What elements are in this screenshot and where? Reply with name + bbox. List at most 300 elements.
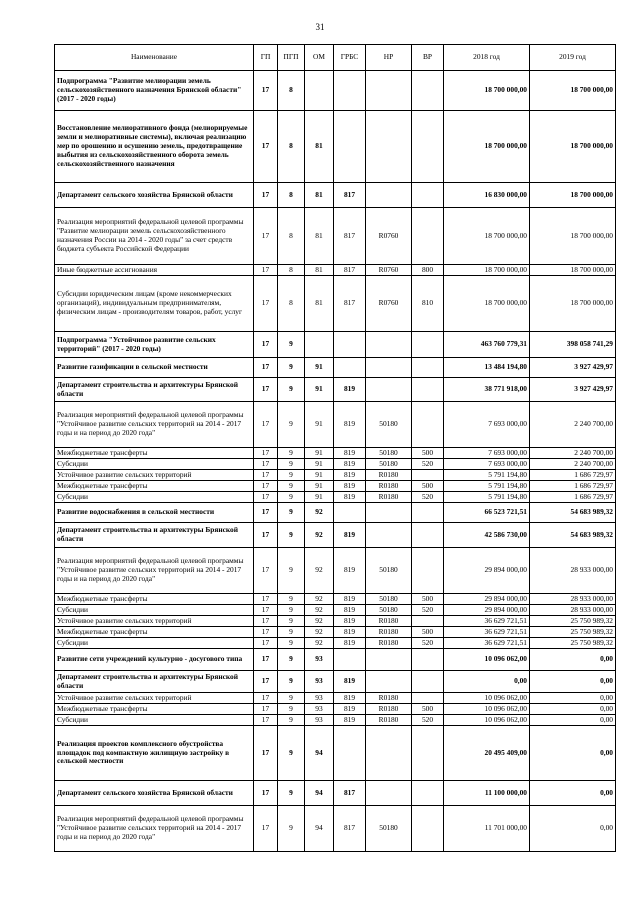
cell-pgp: 9 [278,781,305,806]
cell-2019: 1 686 729,97 [530,470,616,481]
cell-2018: 18 700 000,00 [444,71,530,111]
cell-2019: 0,00 [530,806,616,852]
header-2018: 2018 год [444,45,530,71]
cell-pgp: 9 [278,638,305,649]
cell-om: 92 [305,503,334,523]
cell-grbs: 819 [334,402,366,448]
cell-2019: 54 683 989,32 [530,523,616,548]
cell-vr [412,806,444,852]
cell-vr [412,548,444,594]
header-pgp: ПГП [278,45,305,71]
cell-pgp: 9 [278,523,305,548]
cell-2018: 36 629 721,51 [444,616,530,627]
cell-2019: 0,00 [530,781,616,806]
cell-grbs: 819 [334,693,366,704]
cell-om: 92 [305,605,334,616]
cell-name: Восстановление мелиоративного фонда (мелиорируемые земли и мелиоративные системы), включая реализацию мер по орошению и осушению земель, предотвращение выбытия из сельскохозяйственного оборота земель сельскохозяйственного назначения [55,111,254,183]
cell-grbs: 819 [334,481,366,492]
cell-name: Развитие газификации в сельской местности [55,358,254,378]
table-row [55,616,616,627]
cell-grbs: 817 [334,781,366,806]
cell-vr: 520 [412,715,444,726]
cell-gp: 17 [254,605,278,616]
cell-name: Реализация мероприятий федеральной целевой программы "Устойчивое развитие сельских территорий на 2014 - 2017 годы и на период до 2020 года" [55,402,254,448]
cell-gp: 17 [254,481,278,492]
cell-gp: 17 [254,459,278,470]
cell-om: 91 [305,470,334,481]
table-row [55,183,616,208]
cell-om: 94 [305,806,334,852]
cell-2019: 25 750 989,32 [530,638,616,649]
table-row [55,548,616,594]
cell-om: 93 [305,715,334,726]
cell-gp: 17 [254,638,278,649]
cell-2019: 2 240 700,00 [530,448,616,459]
cell-vr: 520 [412,459,444,470]
cell-nr: 50180 [366,402,412,448]
cell-om [305,332,334,358]
cell-om: 91 [305,402,334,448]
cell-grbs: 819 [334,627,366,638]
table-row [55,358,616,378]
cell-nr [366,649,412,671]
cell-2018: 20 495 409,00 [444,726,530,781]
cell-2018: 11 100 000,00 [444,781,530,806]
cell-om: 81 [305,276,334,332]
table-body [55,71,616,852]
cell-2018: 29 894 000,00 [444,605,530,616]
cell-om: 91 [305,448,334,459]
table-row [55,402,616,448]
cell-pgp: 9 [278,704,305,715]
cell-nr [366,726,412,781]
cell-name: Субсидии юридическим лицам (кроме некоммерческих организаций), индивидуальным предпринимателям, физическим лицам - производителям товаров, работ, услуг [55,276,254,332]
cell-name: Субсидии [55,605,254,616]
cell-2018: 13 484 194,80 [444,358,530,378]
cell-nr: 50180 [366,459,412,470]
cell-vr: 500 [412,481,444,492]
cell-nr: R0180 [366,470,412,481]
table-row [55,481,616,492]
cell-pgp: 9 [278,402,305,448]
cell-grbs [334,503,366,523]
cell-vr [412,523,444,548]
cell-name: Субсидии [55,459,254,470]
cell-2019: 18 700 000,00 [530,276,616,332]
cell-pgp: 9 [278,448,305,459]
cell-pgp: 9 [278,605,305,616]
cell-pgp: 8 [278,71,305,111]
cell-nr: 50180 [366,605,412,616]
table-row [55,704,616,715]
cell-pgp: 8 [278,265,305,276]
cell-nr [366,378,412,402]
cell-om: 91 [305,459,334,470]
cell-2019: 398 058 741,29 [530,332,616,358]
cell-name: Реализация проектов комплексного обустройства площадок под компактную жилищную застройку в сельской местности [55,726,254,781]
cell-2018: 18 700 000,00 [444,276,530,332]
cell-grbs [334,726,366,781]
cell-grbs: 819 [334,378,366,402]
cell-pgp: 9 [278,649,305,671]
cell-name: Субсидии [55,492,254,503]
cell-grbs: 819 [334,548,366,594]
cell-grbs: 819 [334,671,366,693]
cell-2018: 7 693 000,00 [444,448,530,459]
cell-om: 93 [305,693,334,704]
cell-grbs [334,649,366,671]
cell-2018: 16 830 000,00 [444,183,530,208]
cell-2018: 36 629 721,51 [444,638,530,649]
table-row [55,605,616,616]
cell-gp: 17 [254,649,278,671]
cell-grbs: 819 [334,492,366,503]
cell-name: Субсидии [55,638,254,649]
cell-gp: 17 [254,704,278,715]
cell-name: Развитие сети учреждений культурно - досугового типа [55,649,254,671]
cell-pgp: 9 [278,548,305,594]
cell-gp: 17 [254,208,278,265]
cell-name: Межбюджетные трансферты [55,627,254,638]
cell-nr: R0180 [366,693,412,704]
cell-2018: 66 523 721,51 [444,503,530,523]
cell-name: Межбюджетные трансферты [55,481,254,492]
cell-2018: 7 693 000,00 [444,402,530,448]
cell-name: Устойчивое развитие сельских территорий [55,616,254,627]
cell-gp: 17 [254,183,278,208]
cell-grbs [334,71,366,111]
cell-2018: 5 791 194,80 [444,492,530,503]
cell-om: 81 [305,111,334,183]
cell-2019: 0,00 [530,726,616,781]
cell-grbs: 819 [334,523,366,548]
table-row [55,781,616,806]
cell-vr [412,111,444,183]
cell-nr: R0760 [366,276,412,332]
cell-vr [412,71,444,111]
cell-name: Реализация мероприятий федеральной целевой программы "Развитие мелиорации земель сельскохозяйственного назначения России на 2014 - 2020 годы" за счет средств бюджета субъекта Российской Федерации [55,208,254,265]
cell-vr [412,616,444,627]
cell-gp: 17 [254,265,278,276]
cell-om: 91 [305,492,334,503]
cell-grbs: 817 [334,276,366,332]
cell-nr: 50180 [366,594,412,605]
table-row [55,627,616,638]
cell-2019: 1 686 729,97 [530,481,616,492]
cell-pgp: 9 [278,503,305,523]
cell-vr: 800 [412,265,444,276]
cell-2018: 10 096 062,00 [444,649,530,671]
cell-pgp: 9 [278,492,305,503]
cell-pgp: 8 [278,111,305,183]
cell-grbs [334,111,366,183]
cell-om: 81 [305,208,334,265]
table-row [55,492,616,503]
cell-2019: 0,00 [530,715,616,726]
page-number: 31 [315,22,325,32]
cell-2018: 18 700 000,00 [444,208,530,265]
cell-grbs: 817 [334,806,366,852]
cell-gp: 17 [254,402,278,448]
cell-2018: 463 760 779,31 [444,332,530,358]
header-om: ОМ [305,45,334,71]
cell-nr [366,183,412,208]
cell-gp: 17 [254,548,278,594]
cell-nr: R0180 [366,492,412,503]
cell-vr: 500 [412,704,444,715]
cell-grbs: 819 [334,616,366,627]
cell-nr [366,111,412,183]
cell-om: 93 [305,649,334,671]
cell-name: Устойчивое развитие сельских территорий [55,693,254,704]
cell-2018: 5 791 194,80 [444,481,530,492]
cell-om [305,71,334,111]
cell-name: Департамент сельского хозяйства Брянской области [55,183,254,208]
cell-vr [412,208,444,265]
header-vr: ВР [412,45,444,71]
cell-2018: 29 894 000,00 [444,594,530,605]
cell-2019: 25 750 989,32 [530,616,616,627]
table-row [55,649,616,671]
cell-pgp: 9 [278,627,305,638]
cell-pgp: 9 [278,806,305,852]
cell-nr: R0180 [366,627,412,638]
cell-pgp: 8 [278,276,305,332]
cell-2019: 2 240 700,00 [530,402,616,448]
cell-name: Подпрограмма "Устойчивое развитие сельских территорий" (2017 - 2020 годы) [55,332,254,358]
cell-2019: 2 240 700,00 [530,459,616,470]
table-row [55,594,616,605]
cell-gp: 17 [254,693,278,704]
budget-table [54,44,616,852]
cell-nr [366,358,412,378]
cell-2018: 10 096 062,00 [444,704,530,715]
cell-2018: 36 629 721,51 [444,627,530,638]
cell-name: Департамент сельского хозяйства Брянской области [55,781,254,806]
table-row [55,378,616,402]
cell-2018: 10 096 062,00 [444,715,530,726]
header-2019: 2019 год [530,45,616,71]
cell-gp: 17 [254,448,278,459]
cell-vr: 810 [412,276,444,332]
cell-gp: 17 [254,492,278,503]
cell-vr: 500 [412,627,444,638]
cell-nr: R0760 [366,208,412,265]
table-row [55,470,616,481]
table-row [55,332,616,358]
table-row [55,111,616,183]
table-row [55,715,616,726]
cell-gp: 17 [254,726,278,781]
cell-name: Подпрограмма "Развитие мелиорации земель сельскохозяйственного назначения Брянской области" (2017 - 2020 годы) [55,71,254,111]
cell-2019: 18 700 000,00 [530,71,616,111]
cell-om: 94 [305,781,334,806]
cell-name: Устойчивое развитие сельских территорий [55,470,254,481]
cell-2018: 38 771 918,00 [444,378,530,402]
cell-nr [366,781,412,806]
cell-om: 81 [305,265,334,276]
cell-nr: R0760 [366,265,412,276]
cell-grbs: 819 [334,704,366,715]
cell-vr: 520 [412,492,444,503]
cell-pgp: 9 [278,358,305,378]
header-name: Наименование [55,45,254,71]
table-row [55,693,616,704]
cell-vr [412,183,444,208]
cell-nr: 50180 [366,806,412,852]
cell-vr [412,378,444,402]
header-nr: НР [366,45,412,71]
cell-name: Иные бюджетные ассигнования [55,265,254,276]
cell-nr [366,671,412,693]
table-row [55,71,616,111]
table-row [55,208,616,265]
cell-vr: 520 [412,638,444,649]
cell-gp: 17 [254,503,278,523]
table-row [55,671,616,693]
cell-vr: 520 [412,605,444,616]
table-row [55,448,616,459]
cell-vr: 500 [412,448,444,459]
cell-2019: 28 933 000,00 [530,605,616,616]
cell-pgp: 9 [278,378,305,402]
cell-2019: 18 700 000,00 [530,183,616,208]
cell-2018: 10 096 062,00 [444,693,530,704]
cell-pgp: 9 [278,671,305,693]
cell-nr: 50180 [366,548,412,594]
cell-nr: R0180 [366,616,412,627]
cell-om: 91 [305,481,334,492]
cell-2019: 54 683 989,32 [530,503,616,523]
cell-om: 93 [305,671,334,693]
cell-om: 92 [305,548,334,594]
table-row [55,265,616,276]
cell-grbs: 819 [334,594,366,605]
cell-gp: 17 [254,671,278,693]
table-row [55,276,616,332]
cell-grbs: 817 [334,265,366,276]
cell-om: 93 [305,704,334,715]
cell-gp: 17 [254,470,278,481]
cell-2018: 5 791 194,80 [444,470,530,481]
cell-name: Реализация мероприятий федеральной целевой программы "Устойчивое развитие сельских территорий на 2014 - 2017 годы и на период до 2020 года" [55,548,254,594]
cell-vr [412,781,444,806]
cell-2019: 28 933 000,00 [530,594,616,605]
cell-gp: 17 [254,276,278,332]
cell-vr [412,671,444,693]
cell-grbs: 819 [334,448,366,459]
cell-2019: 0,00 [530,671,616,693]
cell-grbs: 819 [334,715,366,726]
cell-vr [412,358,444,378]
cell-2018: 42 586 730,00 [444,523,530,548]
cell-name: Реализация мероприятий федеральной целевой программы "Устойчивое развитие сельских территорий на 2014 - 2017 годы и на период до 2020 года" [55,806,254,852]
table-row [55,523,616,548]
cell-om: 92 [305,627,334,638]
cell-gp: 17 [254,378,278,402]
cell-grbs: 819 [334,605,366,616]
cell-2019: 1 686 729,97 [530,492,616,503]
cell-vr [412,649,444,671]
cell-gp: 17 [254,71,278,111]
cell-om: 92 [305,594,334,605]
cell-nr: R0180 [366,704,412,715]
cell-grbs: 819 [334,470,366,481]
cell-pgp: 9 [278,481,305,492]
table-row [55,806,616,852]
cell-vr [412,503,444,523]
cell-pgp: 9 [278,332,305,358]
cell-2019: 28 933 000,00 [530,548,616,594]
cell-2018: 29 894 000,00 [444,548,530,594]
cell-nr: R0180 [366,638,412,649]
cell-vr [412,402,444,448]
cell-grbs: 819 [334,459,366,470]
cell-vr [412,332,444,358]
cell-grbs: 819 [334,638,366,649]
cell-gp: 17 [254,627,278,638]
cell-2019: 3 927 429,97 [530,378,616,402]
cell-gp: 17 [254,715,278,726]
cell-2019: 0,00 [530,649,616,671]
header-grbs: ГРБС [334,45,366,71]
cell-nr [366,332,412,358]
cell-nr [366,503,412,523]
cell-om: 81 [305,183,334,208]
cell-gp: 17 [254,806,278,852]
cell-2018: 7 693 000,00 [444,459,530,470]
cell-name: Межбюджетные трансферты [55,594,254,605]
cell-om: 91 [305,358,334,378]
cell-gp: 17 [254,523,278,548]
cell-om: 92 [305,616,334,627]
cell-2018: 0,00 [444,671,530,693]
table-row [55,503,616,523]
cell-2019: 18 700 000,00 [530,111,616,183]
cell-grbs [334,332,366,358]
cell-nr: R0180 [366,715,412,726]
cell-2019: 25 750 989,32 [530,627,616,638]
table-row [55,459,616,470]
cell-nr: 50180 [366,448,412,459]
cell-om: 92 [305,638,334,649]
cell-grbs: 817 [334,183,366,208]
cell-gp: 17 [254,111,278,183]
cell-pgp: 9 [278,470,305,481]
cell-pgp: 9 [278,459,305,470]
cell-gp: 17 [254,781,278,806]
cell-name: Департамент строительства и архитектуры Брянской области [55,671,254,693]
cell-vr [412,726,444,781]
cell-name: Межбюджетные трансферты [55,448,254,459]
cell-2019: 3 927 429,97 [530,358,616,378]
cell-om: 94 [305,726,334,781]
cell-nr [366,71,412,111]
cell-gp: 17 [254,358,278,378]
cell-grbs: 817 [334,208,366,265]
cell-pgp: 9 [278,715,305,726]
cell-2018: 11 701 000,00 [444,806,530,852]
cell-name: Департамент строительства и архитектуры Брянской области [55,378,254,402]
cell-name: Развитие водоснабжения в сельской местности [55,503,254,523]
cell-name: Субсидии [55,715,254,726]
cell-grbs [334,358,366,378]
cell-nr: R0180 [366,481,412,492]
cell-nr [366,523,412,548]
cell-vr [412,470,444,481]
header-gp: ГП [254,45,278,71]
cell-pgp: 9 [278,594,305,605]
